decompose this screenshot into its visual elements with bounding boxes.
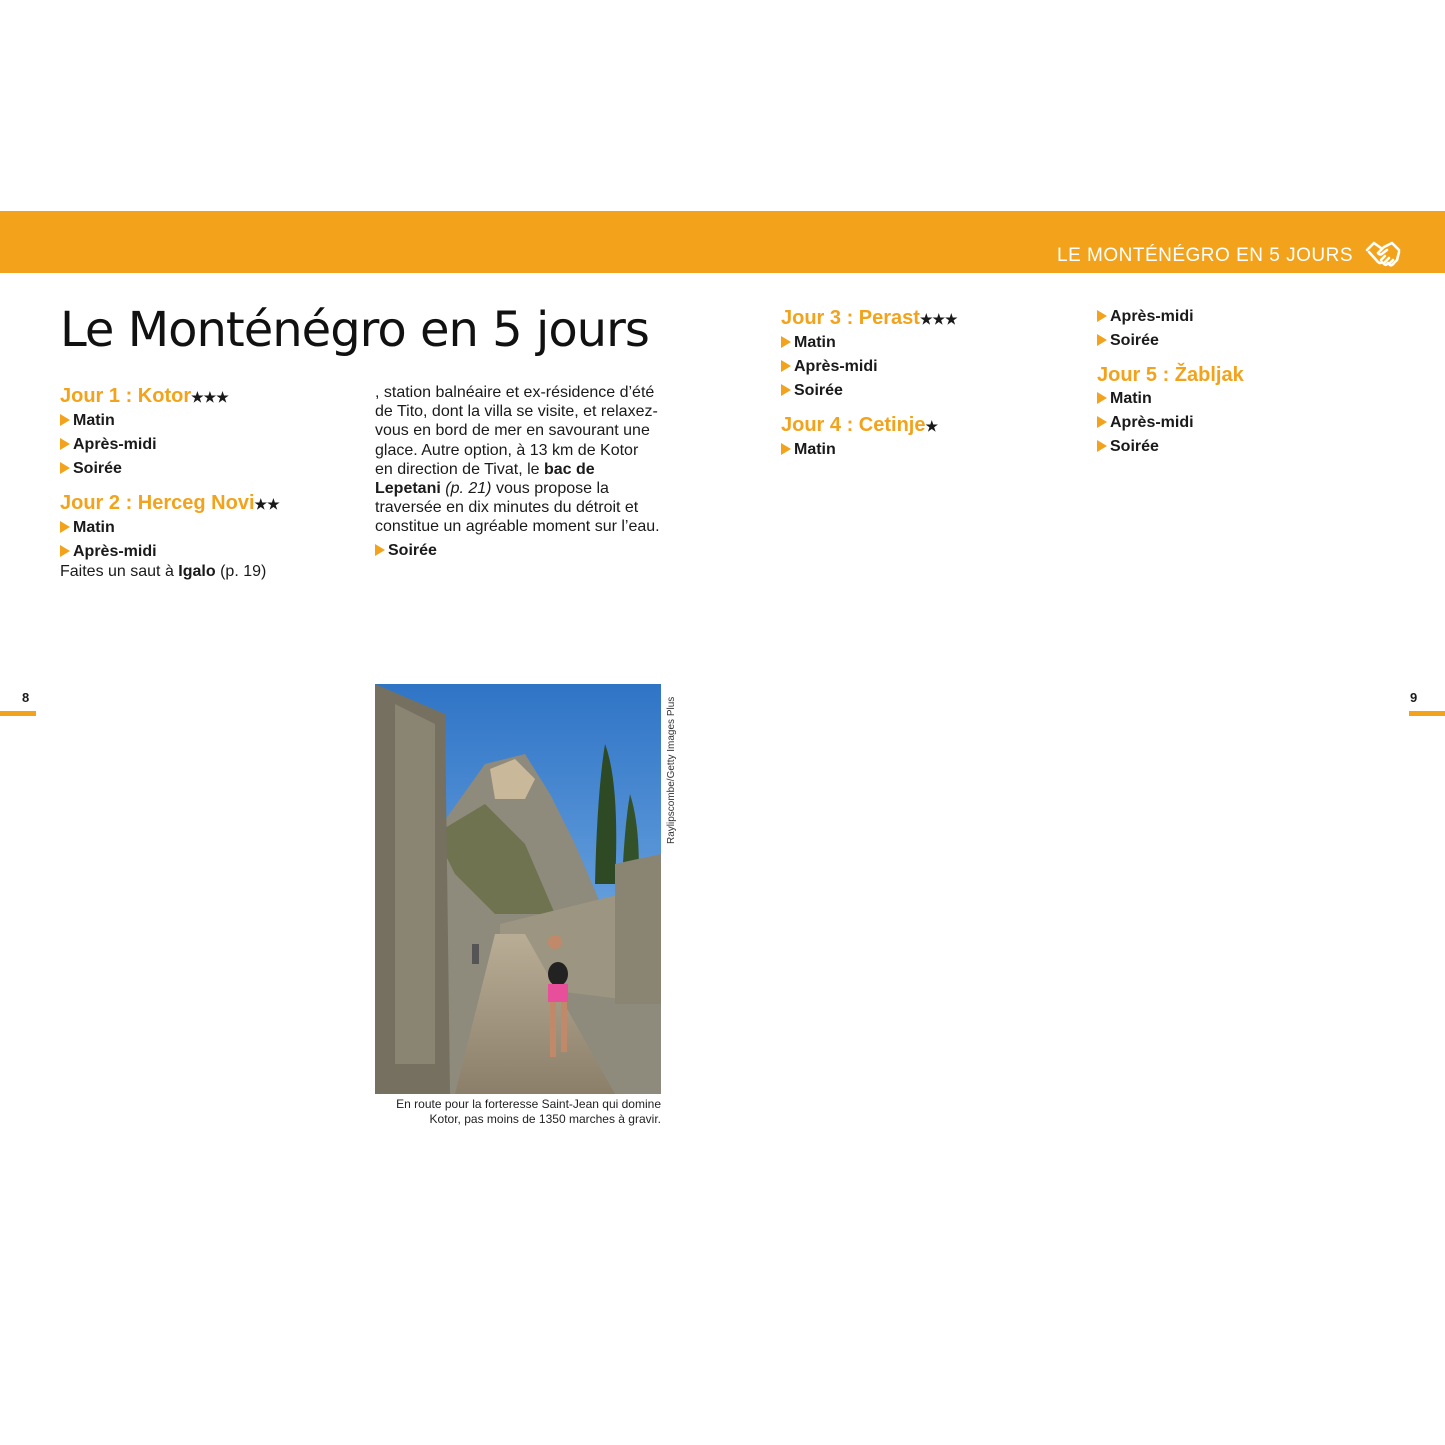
jour1-matin-label	[60, 411, 350, 431]
jour2-soiree-label	[375, 541, 660, 561]
column-3	[781, 306, 1066, 460]
text-run: (p. 19)	[220, 563, 267, 580]
jour1-title: Jour 1 : Kotor	[60, 385, 192, 407]
kotor-fortress-photo	[375, 684, 661, 1094]
matin-label: Matin	[73, 519, 115, 536]
text-run: Faites un saut à	[60, 563, 179, 580]
matin-label: Matin	[794, 441, 836, 458]
jour5-matin-label	[1097, 389, 1387, 409]
soiree-label: Soirée	[1110, 438, 1159, 455]
triangle-bullet-icon	[1097, 440, 1107, 452]
jour4-stars: ★	[925, 418, 939, 434]
column-4	[1097, 307, 1387, 457]
matin-label: Matin	[1110, 390, 1152, 407]
triangle-bullet-icon	[781, 360, 791, 372]
text-run: , station balnéaire et ex-résidence d’été de Tito, dont la villa se visite, et relaxez-vous en bord de mer en savourant une glace. Autre option, à 13 km de Kotor en direction de Tivat, le	[375, 384, 658, 478]
jour1-stars: ★★★	[191, 389, 229, 405]
triangle-bullet-icon	[781, 384, 791, 396]
triangle-bullet-icon	[781, 336, 791, 348]
apres-midi-label: Après-midi	[1110, 308, 1194, 325]
triangle-bullet-icon	[60, 521, 70, 533]
jour3-heading	[781, 306, 1066, 331]
running-title: LE MONTÉNÉGRO EN 5 JOURS	[1057, 245, 1353, 266]
jour4-heading	[781, 413, 1066, 438]
matin-label: Matin	[794, 334, 836, 351]
soiree-label: Soirée	[388, 541, 437, 559]
apres-midi-label: Après-midi	[73, 543, 157, 560]
text-run: vous propose la traversée en dix minutes du détroit et constitue un agréable moment sur l’eau.	[375, 480, 660, 536]
matin-label: Matin	[73, 412, 115, 429]
jour1-heading	[60, 384, 350, 409]
photo-credit-text: Raylipscombe/Getty Images Plus	[666, 696, 677, 844]
text-run: (p. 21)	[445, 480, 492, 498]
jour1-apres-midi-label	[60, 435, 350, 455]
column-2	[375, 383, 660, 561]
apres-midi-label: Après-midi	[73, 436, 157, 453]
triangle-bullet-icon	[60, 545, 70, 557]
jour3-stars: ★★★	[919, 311, 958, 327]
jour3-soiree-label	[781, 381, 1066, 401]
jour5-soiree-label	[1097, 437, 1387, 457]
jour2-apres-midi-label	[60, 542, 350, 562]
page-number-left: 8	[22, 690, 30, 705]
soiree-label: Soirée	[794, 382, 843, 399]
apres-midi-label: Après-midi	[794, 358, 878, 375]
jour4-soiree-label	[1097, 331, 1387, 351]
triangle-bullet-icon	[781, 443, 791, 455]
photo-caption: En route pour la forteresse Saint-Jean qui domine Kotor, pas moins de 1350 marches à gravir.	[396, 1097, 661, 1126]
triangle-bullet-icon	[1097, 334, 1107, 346]
jour5-title: Jour 5 : Žabljak	[1097, 364, 1244, 386]
page-number-right: 9	[1410, 690, 1418, 705]
jour5-apres-midi-label	[1097, 413, 1387, 433]
apres-midi-label: Après-midi	[1110, 414, 1194, 431]
folio-bar-right	[1409, 711, 1445, 716]
jour2-matin-label	[60, 518, 350, 538]
jour4-apres-midi-label	[1097, 307, 1387, 327]
jour2-stars: ★★	[254, 496, 280, 512]
jour2-heading	[60, 491, 350, 516]
jour5-heading	[1097, 363, 1387, 387]
text-run: bac de Lepetani	[375, 460, 595, 498]
triangle-bullet-icon	[1097, 310, 1107, 322]
triangle-bullet-icon	[1097, 416, 1107, 428]
jour4-matin-label	[781, 440, 1066, 460]
column-1	[60, 384, 350, 600]
jour4-title: Jour 4 : Cetinje	[781, 414, 926, 436]
triangle-bullet-icon	[1097, 392, 1107, 404]
triangle-bullet-icon	[60, 462, 70, 474]
soiree-label: Soirée	[73, 460, 122, 477]
text-run: Igalo	[178, 563, 216, 580]
triangle-bullet-icon	[375, 544, 385, 556]
jour3-title: Jour 3 : Perast	[781, 307, 920, 329]
jour2-apres-midi-text	[60, 562, 350, 600]
soiree-label: Soirée	[1110, 332, 1159, 349]
page-title: Le Monténégro en 5 jours	[60, 302, 649, 358]
jour3-matin-label	[781, 333, 1066, 353]
jour2-apres-midi-continued	[375, 383, 660, 537]
jour3-apres-midi-label	[781, 357, 1066, 377]
jour1-soiree-label	[60, 459, 350, 479]
handshake-icon	[1365, 238, 1401, 272]
triangle-bullet-icon	[60, 438, 70, 450]
triangle-bullet-icon	[60, 414, 70, 426]
photo-credit	[666, 684, 680, 844]
folio-bar-left	[0, 711, 36, 716]
jour2-title: Jour 2 : Herceg Novi	[60, 492, 255, 514]
